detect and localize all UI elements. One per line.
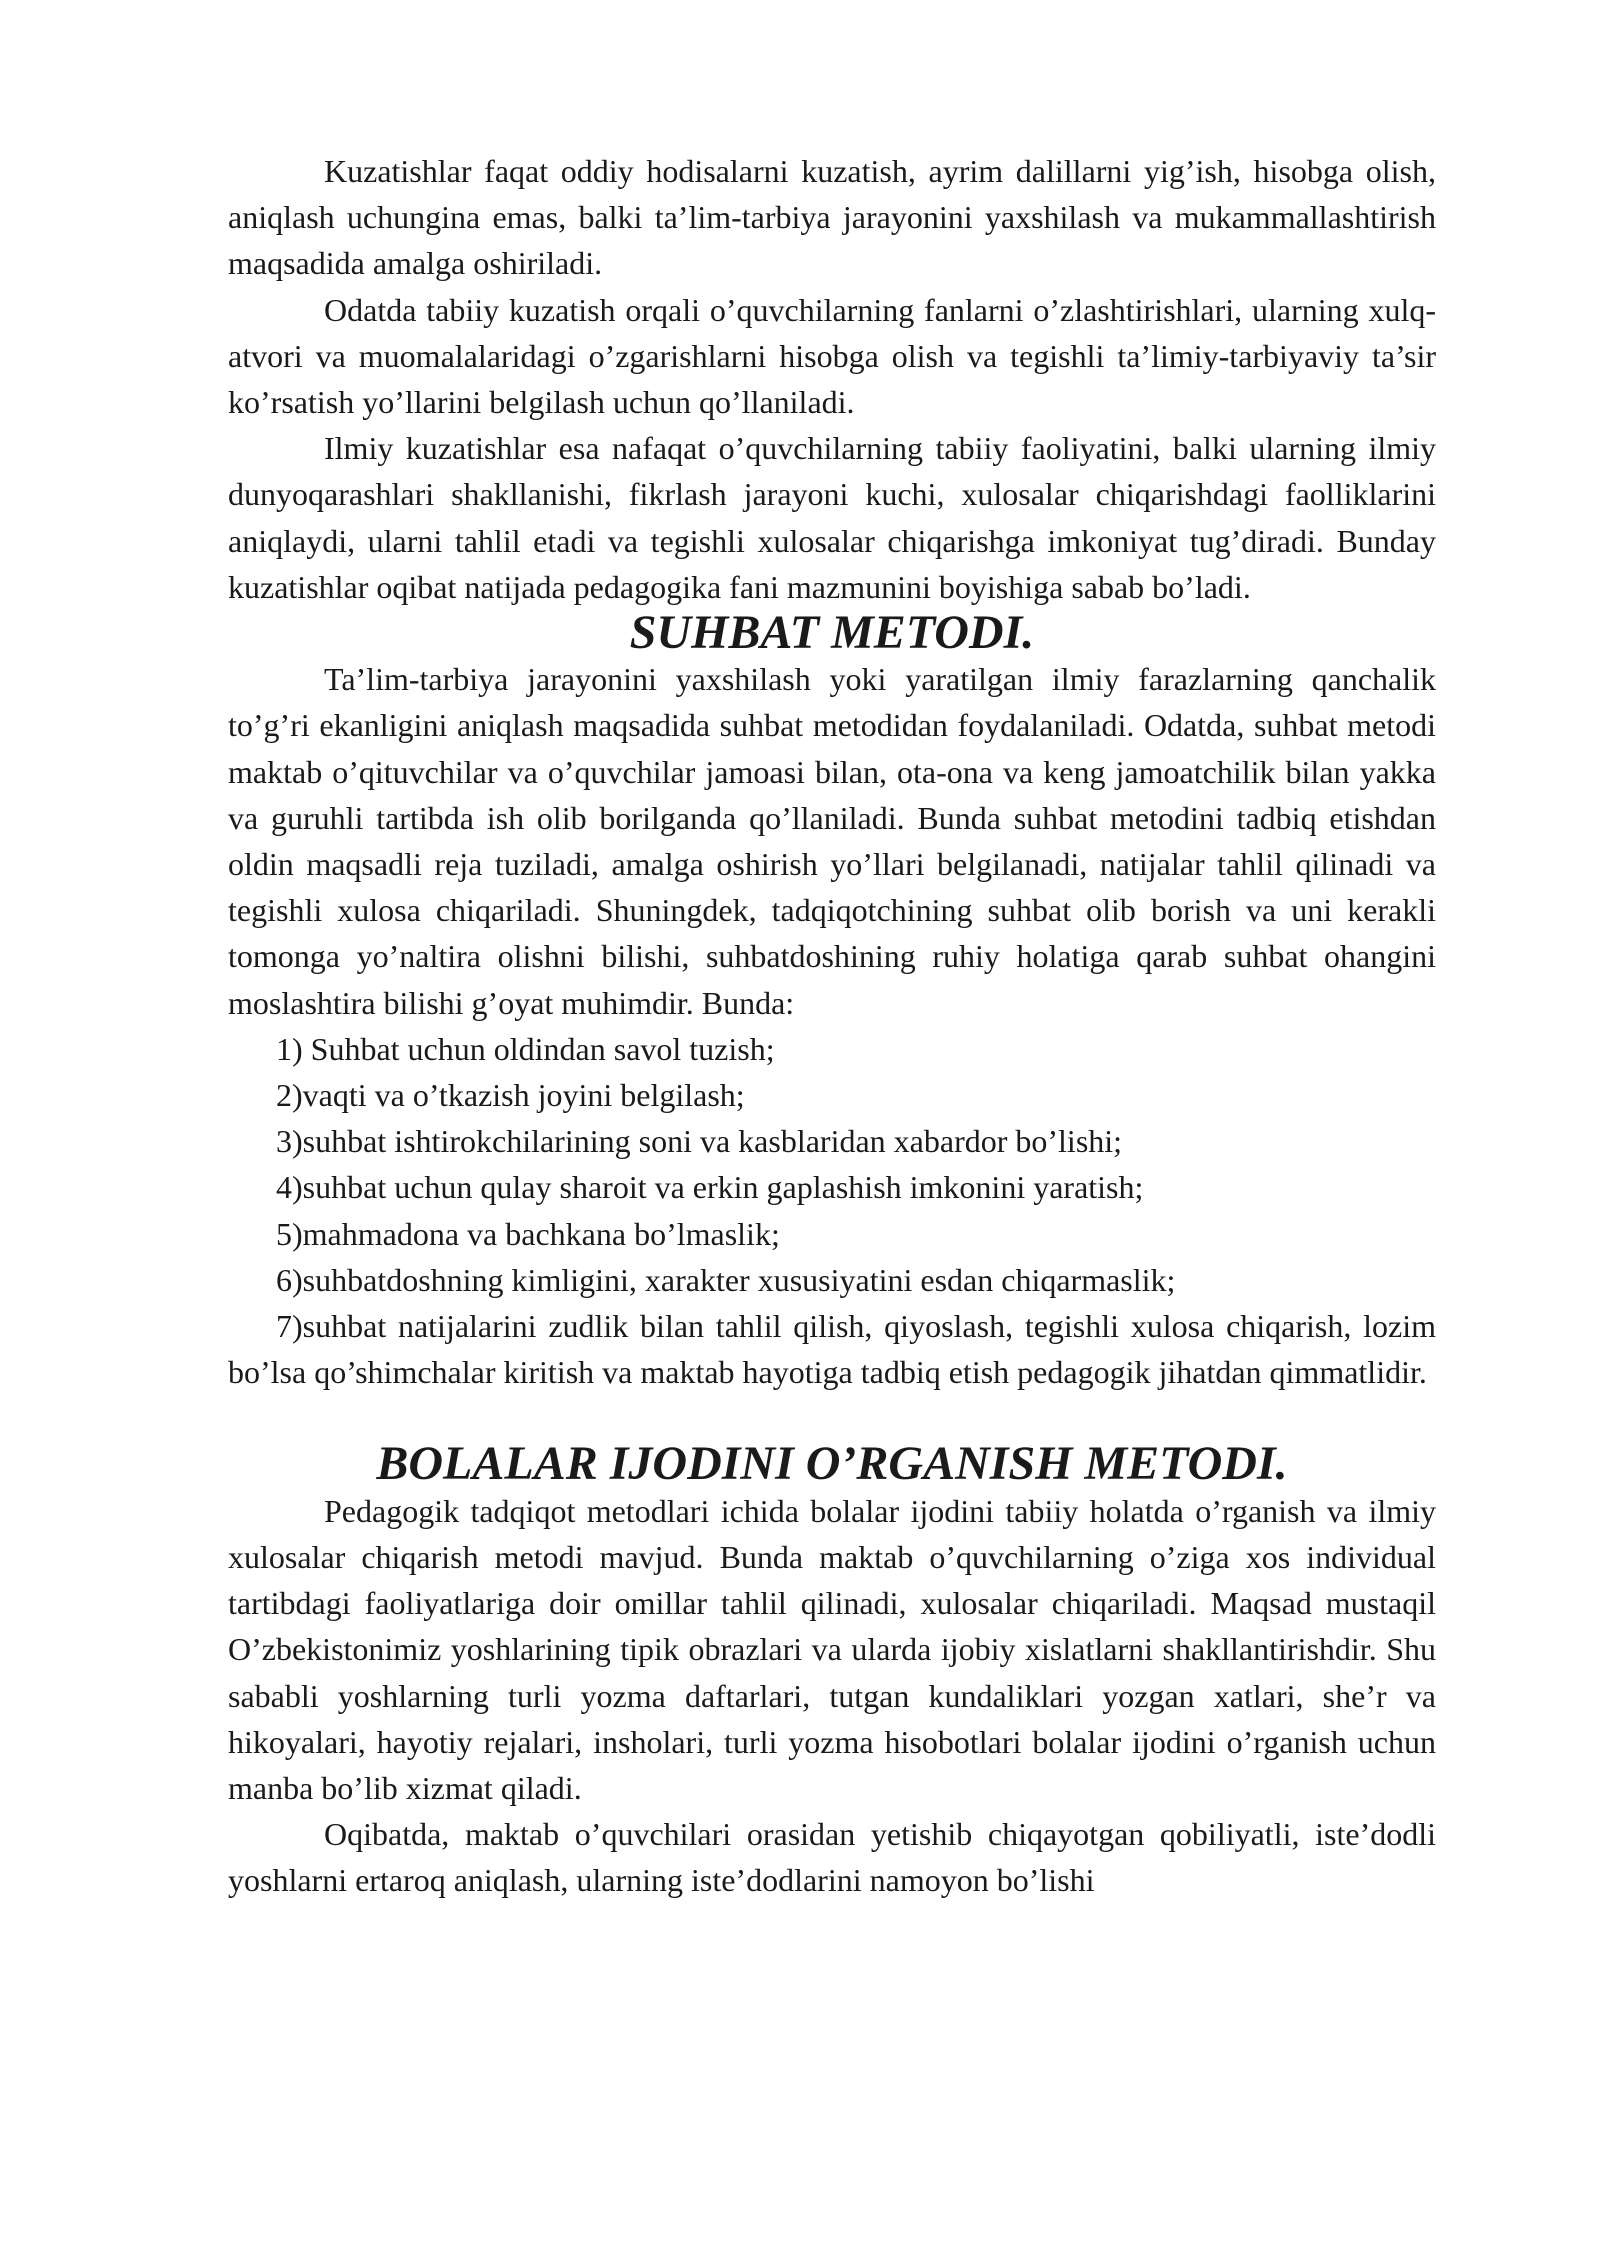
list-item: 1) Suhbat uchun oldindan savol tuzish;	[276, 1030, 775, 1067]
paragraph-observation-intro: Kuzatishlar faqat oddiy hodisalarni kuzatish, ayrim dalillarni yig’ish, hisobga olish, aniqlash uchungina emas, balki ta’lim-tarbiya jarayonini yaxshilash va mukammallashtirish maqsadida amalga oshiriladi.	[228, 153, 1436, 282]
paragraph-natural-observation: Odatda tabiiy kuzatish orqali o’quvchilarning fanlarni o’zlashtirishlari, ularning xulq-atvori va muomalalaridagi o’zgarishlarni hisobga olish va tegishli ta’limiy-tarbiyaviy ta’sir ko’rsatish yo’llarini belgilash uchun qo’llaniladi.	[228, 291, 1436, 421]
list-item: 3)suhbat ishtirokchilarining soni va kasblaridan xabardor bo’lishi;	[276, 1123, 1123, 1160]
list-item: 2)vaqti va o’tkazish joyini belgilash;	[276, 1077, 745, 1114]
list-item: 4)suhbat uchun qulay sharoit va erkin gaplashish imkonini yaratish;	[276, 1169, 1144, 1206]
paragraph-scientific-observation: Ilmiy kuzatishlar esa nafaqat o’quvchilarning tabiiy faoliyatini, balki ularning ilmiy dunyoqarashlari shakllanishi, fikrlash jarayoni kuchi, xulosalar chiqarishdagi faolliklarini aniqlaydi, ularni tahlil etadi va tegishli xulosalar chiqarishga imkoniyat tug’diradi. Bunday kuzatishlar oqibat natijada pedagogika fani mazmunini boyishiga sabab bo’ladi.	[228, 430, 1436, 605]
paragraph-suhbat-metodi: Ta’lim-tarbiya jarayonini yaxshilash yoki yaratilgan ilmiy farazlarning qanchalik to’g’ri ekanligini aniqlash maqsadida suhbat metodidan foydalaniladi. Odatda, suhbat metodi maktab o’qituvchilar va o’quvchilar jamoasi bilan, ota-ona va keng jamoatchilik bilan yakka va guruhli tartibda ish olib borilganda qo’llaniladi. Bunda suhbat metodini tadbiq etishdan oldin maqsadli reja tuziladi, amalga oshirish yo’llari belgilanadi, natijalar tahlil qilinadi va tegishli xulosa chiqariladi. Shuningdek, tadqiqotchining suhbat olib borish va uni kerakli tomonga yo’naltira olishni bilishi, suhbatdoshining ruhiy holatiga qarab suhbat ohangini moslashtira bilishi g’oyat muhimdir. Bunda:	[228, 661, 1436, 1021]
heading-suhbat-metodi: SUHBAT METODI.	[629, 606, 1035, 660]
paragraph-bolalar-ijodi: Pedagogik tadqiqot metodlari ichida bolalar ijodini tabiiy holatda o’rganish va ilmiy xulosalar chiqarish metodi mavjud. Bunda maktab o’quvchilarning o’ziga xos individual tartibdagi faoliyatlariga doir omillar tahlil qilinadi, xulosalar chiqariladi. Maqsad mustaqil O’zbekistonimiz yoshlarining tipik obrazlari va ularda ijobiy xislatlarni shakllantirishdir. Shu sababli yoshlarning turli yozma daftarlari, tutgan kundaliklari yozgan xatlari, she’r va hikoyalari, hayotiy rejalari, insholari, turli yozma hisobotlari bolalar ijodini o’rganish uchun manba bo’lib xizmat qiladi.	[228, 1492, 1436, 1806]
suhbat-list	[228, 1026, 1436, 1396]
list-item: 7)suhbat natijalarini zudlik bilan tahlil qilish, qiyoslash, tegishli xulosa chiqarish, lozim bo’lsa qo’shimchalar kiritish va maktab hayotiga tadbiq etish pedagogik jihatdan qimmatlidir.	[228, 1308, 1436, 1391]
list-item: 6)suhbatdoshning kimligini, xarakter xususiyatini esdan chiqarmaslik;	[276, 1261, 1176, 1298]
list-item: 5)mahmadona va bachkana bo’lmaslik;	[276, 1215, 780, 1252]
paragraph-iqtidorli-yoshlar: Oqibatda, maktab o’quvchilari orasidan yetishib chiqayotgan qobiliyatli, iste’dodli yoshlarni ertaroq aniqlash, ularning iste’dodlarini namoyon bo’lishi	[228, 1816, 1436, 1899]
heading-bolalar-ijodi: BOLALAR IJODINI O’RGANISH METODI.	[376, 1437, 1288, 1491]
document-page	[228, 148, 1436, 1904]
